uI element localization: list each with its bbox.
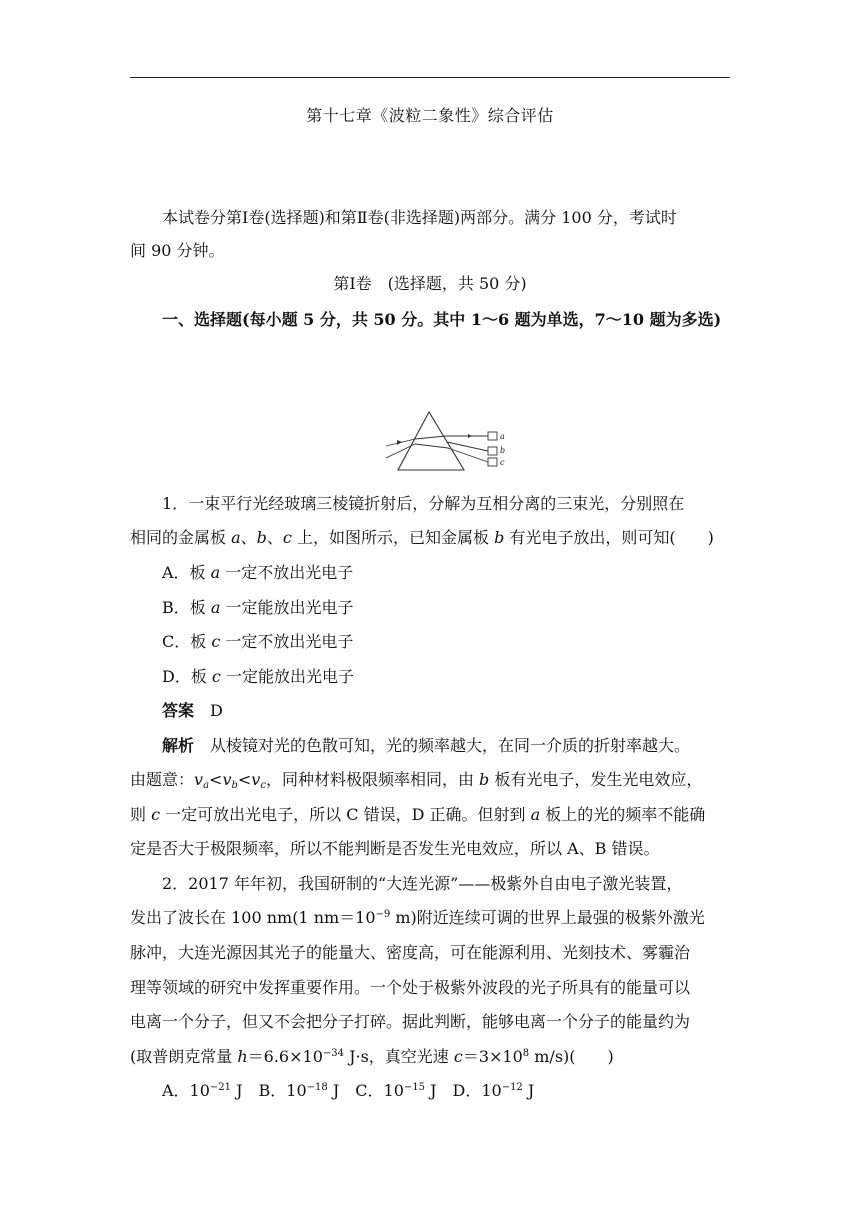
var-b: b	[256, 528, 267, 547]
intro-line-2: 间 90 分钟。	[130, 241, 225, 260]
header-rule	[130, 77, 730, 78]
sub-b: b	[231, 780, 238, 791]
q2-line-2	[130, 908, 730, 928]
analysis-text: 从棱镜对光的色散可知，光的频率越大，在同一介质的折射率越大。	[210, 736, 691, 755]
plate-b	[488, 447, 497, 455]
q1-stem-text-2a: 相同的金属板	[130, 528, 232, 547]
q1-analysis-line-4: 定是否大于极限频率，所以不能判断是否发生光电效应，所以 A、B 错误。	[130, 839, 660, 858]
q1-stem-line-2	[130, 528, 730, 548]
exponent: −34	[322, 1048, 344, 1059]
var-a: a	[530, 805, 541, 824]
plate-label-a: a	[500, 432, 505, 441]
plate-label-b: b	[500, 446, 506, 455]
q1-option-d	[162, 667, 730, 687]
sep: 、	[266, 528, 283, 547]
sep: 、	[240, 528, 257, 547]
var-c: c	[453, 1047, 463, 1066]
var-b: b	[494, 528, 505, 547]
analysis-text: 由题意：	[130, 770, 195, 789]
q1-stem-line-1	[162, 494, 730, 514]
exponent: −15	[403, 1082, 425, 1093]
unit: J	[522, 1081, 535, 1100]
answer-label: 答案	[162, 701, 195, 720]
option-var: a	[210, 563, 221, 582]
q1-analysis-line-3	[130, 805, 730, 825]
q2-text: (取普朗克常量	[130, 1047, 238, 1066]
analysis-label: 解析	[162, 736, 195, 755]
sub-c: c	[260, 780, 266, 791]
var-v: v	[194, 770, 204, 789]
exponent: 8	[522, 1048, 530, 1059]
var-v: v	[222, 770, 232, 789]
var-v: v	[251, 770, 261, 789]
exponent: −12	[501, 1082, 523, 1093]
option-prefix: D．板	[162, 667, 212, 686]
var-a: a	[231, 528, 241, 547]
intro-line-1: 本试卷分第Ⅰ卷(选择题)和第Ⅱ卷(非选择题)两部分。满分 100 分，考试时	[162, 208, 677, 227]
option-text: 一定不放出光电子	[220, 632, 354, 651]
q2-options	[162, 1081, 730, 1101]
light-rays	[386, 436, 488, 462]
var-c: c	[151, 805, 161, 824]
q1-stem-text-2b: 上，如图所示，已知金属板	[291, 528, 495, 547]
exponent: −21	[209, 1082, 232, 1093]
q2-text: 发出了波长在 100 nm(1 nm＝10	[130, 908, 376, 927]
option-c: J C．10	[327, 1081, 404, 1100]
q1-option-c	[162, 632, 730, 652]
plate-c	[488, 458, 497, 466]
q1-analysis-line-1	[162, 736, 730, 756]
option-prefix: B．板	[162, 598, 211, 617]
q1-number: 1．	[162, 494, 189, 513]
metal-plates	[488, 432, 497, 466]
option-d: J D．10	[424, 1081, 502, 1100]
option-text: 一定能放出光电子	[220, 598, 354, 617]
option-var: c	[211, 667, 221, 686]
q2-text: m)附近连续可调的世界上最强的极紫外激光	[390, 908, 705, 927]
page-title: 第十七章《波粒二象性》综合评估	[306, 106, 554, 125]
q1-option-b	[162, 598, 730, 618]
option-b: J B．10	[231, 1081, 307, 1100]
q1-answer	[162, 701, 730, 721]
q1-option-a	[162, 563, 730, 583]
option-text: 一定不放出光电子	[220, 563, 354, 582]
exponent: −18	[306, 1082, 328, 1093]
answer-value: D	[210, 701, 223, 720]
q2-text: ＝3×10	[462, 1047, 523, 1066]
q1-stem-text-2c: 有光电子放出，则可知( )	[504, 528, 714, 547]
option-a: A．10	[162, 1081, 210, 1100]
section-heading: 一、选择题(每小题 5 分，共 50 分。其中 1～6 题为单选，7～10 题为多选)	[162, 310, 722, 329]
plate-label-c: c	[500, 458, 505, 467]
q1-analysis-line-2	[130, 770, 730, 790]
analysis-text: ，同种材料极限频率相同，由	[265, 770, 480, 789]
prism-figure	[384, 410, 514, 474]
q2-line-1: 2．2017 年年初，我国研制的“大连光源”——极紫外自由电子激光装置，	[162, 874, 683, 893]
section-title: 第Ⅰ卷 (选择题，共 50 分)	[333, 274, 527, 293]
option-var: a	[210, 598, 221, 617]
q2-text: ＝6.6×10	[247, 1047, 323, 1066]
analysis-text: 一定可放出光电子，所以 C 错误，D 正确。但射到	[160, 805, 531, 824]
lt-sign: <	[209, 770, 223, 789]
option-prefix: C．板	[162, 632, 212, 651]
q2-line-4: 理等领域的研究中发挥重要作用。一个处于极紫外波段的光子所具有的能量可以	[130, 978, 691, 997]
q1-stem-text-1: 一束平行光经玻璃三棱镜折射后，分解为互相分离的三束光，分别照在	[188, 494, 685, 513]
sub-a: a	[203, 780, 210, 791]
q2-line-6	[130, 1047, 730, 1067]
option-text: 一定能放出光电子	[220, 667, 354, 686]
analysis-text: 板上的光的频率不能确	[540, 805, 706, 824]
exponent: −9	[375, 909, 391, 920]
q2-line-3: 脉冲，大连光源因其光子的能量大、密度高，可在能源利用、光刻技术、雾霾治	[130, 943, 691, 962]
lt-sign: <	[237, 770, 252, 789]
var-b: b	[479, 770, 490, 789]
option-prefix: A．板	[162, 563, 211, 582]
q2-text: J·s，真空光速	[343, 1047, 454, 1066]
plate-a	[488, 432, 497, 440]
q2-text: m/s)( )	[529, 1047, 614, 1066]
option-var: c	[211, 632, 221, 651]
var-c: c	[282, 528, 292, 547]
analysis-text: 板有光电子，发生光电效应，	[489, 770, 703, 789]
analysis-text: 则	[130, 805, 152, 824]
q2-line-5: 电离一个分子，但又不会把分子打碎。据此判断，能够电离一个分子的能量约为	[130, 1012, 691, 1031]
var-h: h	[237, 1047, 248, 1066]
